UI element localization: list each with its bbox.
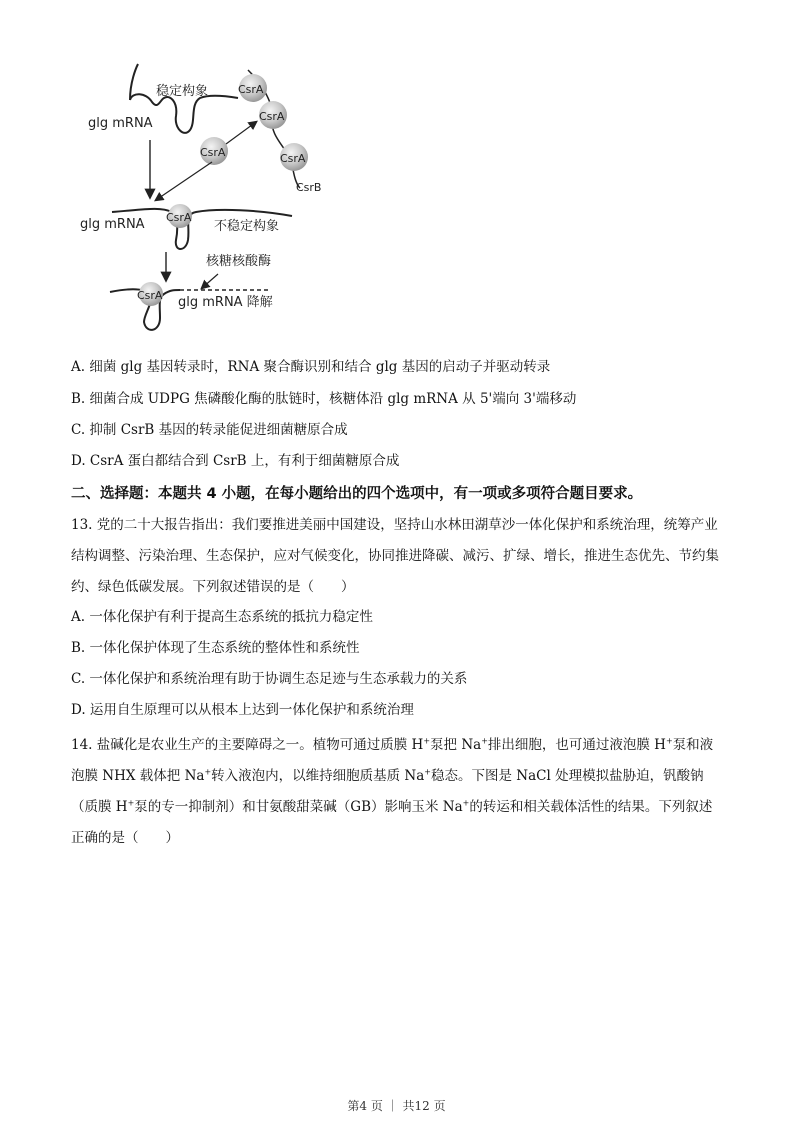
csra-mechanism-diagram: [60, 52, 360, 344]
glg-mrna-top-label: glg mRNA: [88, 116, 153, 131]
q12-option-d: D. CsrA 蛋白都结合到 CsrB 上，有利于细菌糖原合成: [71, 453, 400, 469]
q14-sup-1: +: [423, 736, 431, 746]
q12-option-c: C. 抑制 CsrB 基因的转录能促进细菌糖原合成: [71, 422, 348, 438]
csra-label-1: CsrA: [238, 83, 264, 96]
csra-label-free: CsrA: [200, 146, 226, 159]
q13-option-b: B. 一体化保护体现了生态系统的整体性和系统性: [71, 640, 360, 656]
q14-text-4: 泵和液泡膜 NHX 载体把 Na: [71, 737, 714, 784]
csrb-label: CsrB: [296, 181, 322, 194]
q14-text-3: 排出细胞，也可通过液泡膜 H: [487, 737, 666, 753]
diagram-svg: [60, 52, 360, 344]
q14-text-5: 转入液泡内，以维持细胞质基质 Na: [211, 768, 425, 784]
q12-option-a: A. 细菌 glg 基因转录时，RNA 聚合酶识别和结合 glg 基因的启动子并驱动转录: [71, 359, 551, 375]
q12-option-b: B. 细菌合成 UDPG 焦磷酸化酶的肽链时，核糖体沿 glg mRNA 从 5'端向 3'端移动: [71, 391, 577, 407]
q14-sup-7: +: [462, 798, 470, 808]
q13-option-d: D. 运用自生原理可以从根本上达到一体化保护和系统治理: [71, 702, 414, 718]
stable-conformation-label: 稳定构象: [156, 84, 209, 99]
ribonuclease-label: 核糖核酸酶: [206, 254, 272, 269]
q13-option-a: A. 一体化保护有利于提高生态系统的抵抗力稳定性: [71, 609, 373, 625]
q14-text-2: 泵把 Na: [430, 737, 482, 753]
q14-stem: [71, 730, 721, 854]
csra-label-3: CsrA: [280, 152, 306, 165]
q14-text-8: 的转运和相关载体活性的结果。下列叙述正确的是（ ）: [71, 799, 713, 846]
unstable-conformation-label: 不稳定构象: [214, 219, 280, 234]
q14-text-6: 稳态。下图是 NaCl 处理模拟盐胁迫，钒酸钠（质膜 H: [71, 768, 704, 815]
csra-label-bottom: CsrA: [137, 289, 163, 302]
q14-text-1: 14. 盐碱化是农业生产的主要障碍之一。植物可通过质膜 H: [71, 737, 424, 753]
q14-sup-2: +: [481, 736, 488, 746]
q13-stem: 13. 党的二十大报告指出：我们要推进美丽中国建设，坚持山水林田湖草沙一体化保护和系统治理，统筹产业结构调整、污染治理、生态保护，应对气候变化，协同推进降碳、减污、扩绿、增长，推进生态优先、节约集约、绿色低碳发展。下列叙述错误的是（ ）: [71, 517, 719, 595]
csra-label-bound: CsrA: [166, 211, 192, 224]
q14-text-7: 泵的专一抑制剂）和甘氨酸甜菜碱（GB）影响玉米 Na: [134, 799, 463, 815]
csra-label-2: CsrA: [259, 110, 285, 123]
q14-sup-6: +: [127, 798, 135, 808]
q13-option-c: C. 一体化保护和系统治理有助于协调生态足迹与生态承载力的关系: [71, 671, 468, 687]
page-footer: 第4 页 ｜ 共12 页: [347, 1099, 446, 1113]
section-heading: 二、选择题：本题共 4 小题，在每小题给出的四个选项中，有一项或多项符合题目要求。: [71, 486, 643, 502]
binding-arrow-right: [226, 122, 256, 144]
q14-sup-4: +: [204, 767, 212, 777]
binding-arrow-left: [156, 162, 212, 200]
q14-sup-3: +: [665, 736, 673, 746]
degradation-label: glg mRNA 降解: [178, 295, 273, 310]
q14-sup-5: +: [424, 767, 431, 777]
ribonuclease-arrow: [202, 274, 218, 288]
glg-mrna-mid-label: glg mRNA: [80, 217, 145, 232]
